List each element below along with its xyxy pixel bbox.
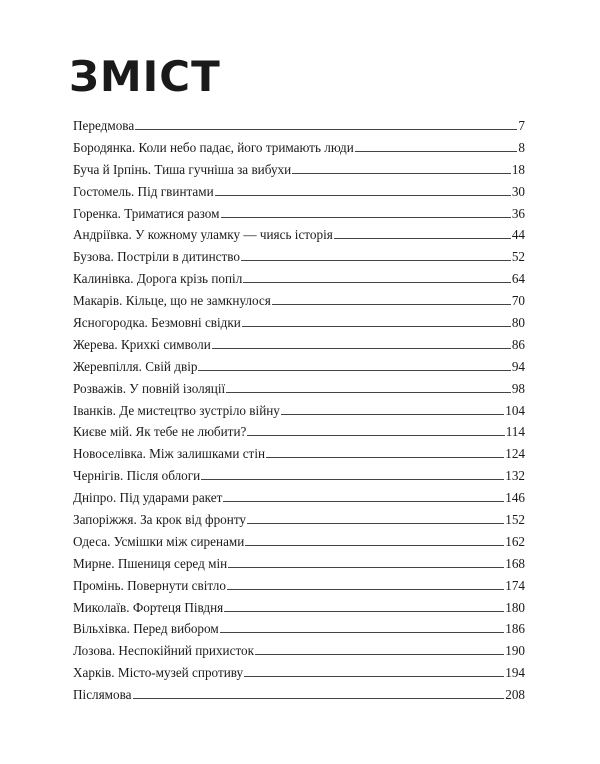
toc-entry-title: Ясногородка. Безмовні свідки — [73, 315, 241, 331]
toc-leader-line — [198, 370, 510, 371]
toc-leader-line — [220, 632, 505, 633]
toc-page-number: 194 — [505, 665, 525, 681]
toc-entry-title: Мирне. Пшениця серед мін — [73, 555, 228, 571]
toc-leader-line — [226, 392, 511, 393]
toc-leader-line — [245, 545, 504, 546]
toc-leader-line — [215, 195, 511, 196]
toc-leader-line — [241, 260, 511, 261]
toc-page-number: 18 — [511, 161, 525, 177]
toc-page-number: 104 — [505, 402, 525, 418]
toc-entry-title: Чернігів. Після облоги — [73, 468, 201, 484]
toc-entry-title: Горенка. Триматися разом — [73, 205, 220, 221]
toc-entry[interactable] — [73, 359, 525, 381]
toc-page-number: 8 — [518, 139, 525, 155]
toc-entry-title: Жеревпілля. Свій двір — [73, 358, 198, 374]
toc-entry[interactable] — [73, 381, 525, 403]
toc-entry[interactable] — [73, 315, 525, 337]
toc-entry[interactable] — [73, 468, 525, 490]
toc-entry[interactable] — [73, 162, 525, 184]
toc-page-number: 80 — [511, 315, 525, 331]
toc-leader-line — [212, 348, 511, 349]
toc-leader-line — [224, 611, 504, 612]
toc-entry-title: Новоселівка. Між залишками стін — [73, 446, 266, 462]
toc-entry-title: Лозова. Неспокійний прихисток — [73, 643, 255, 659]
toc-entry-title: Іванків. Де мистецтво зустріло війну — [73, 402, 280, 418]
toc-entry-title: Одеса. Усмішки між сиренами — [73, 533, 245, 549]
toc-leader-line — [228, 567, 504, 568]
toc-page-number: 132 — [505, 468, 525, 484]
toc-page-number: 98 — [511, 380, 525, 396]
toc-entry[interactable] — [73, 118, 525, 140]
toc-entry[interactable] — [73, 621, 525, 643]
toc-entry-title: Буча й Ірпінь. Тиша гучніша за вибухи — [73, 161, 292, 177]
toc-entry[interactable] — [73, 293, 525, 315]
toc-entry[interactable] — [73, 665, 525, 687]
toc-page-number: 94 — [511, 358, 525, 374]
toc-page-number: 70 — [511, 293, 525, 309]
toc-leader-line — [255, 654, 504, 655]
toc-entry[interactable] — [73, 271, 525, 293]
toc-page-number: 64 — [511, 271, 525, 287]
toc-entry[interactable] — [73, 403, 525, 425]
toc-leader-line — [334, 238, 511, 239]
toc-leader-line — [266, 457, 504, 458]
toc-entry[interactable] — [73, 600, 525, 622]
toc-page-number: 86 — [511, 336, 525, 352]
toc-entry[interactable] — [73, 687, 525, 709]
toc-leader-line — [242, 326, 511, 327]
toc-entry[interactable] — [73, 249, 525, 271]
toc-entry[interactable] — [73, 206, 525, 228]
toc-entry[interactable] — [73, 643, 525, 665]
toc-page-number: 190 — [505, 643, 525, 659]
toc-entry[interactable] — [73, 184, 525, 206]
toc-page-number: 186 — [505, 621, 525, 637]
toc-entry-title: Андріївка. У кожному уламку — чиясь історія — [73, 227, 333, 243]
toc-leader-line — [292, 173, 511, 174]
toc-entry-title: Києве мій. Як тебе не любити? — [73, 424, 247, 440]
toc-entry[interactable] — [73, 578, 525, 600]
toc-page-number: 114 — [505, 424, 525, 440]
toc-leader-line — [272, 304, 511, 305]
toc-leader-line — [247, 523, 504, 524]
toc-page-number: 7 — [518, 118, 525, 133]
toc-entry-title: Макарів. Кільце, що не замкнулося — [73, 293, 271, 309]
toc-leader-line — [247, 435, 504, 436]
toc-entry-title: Вільхівка. Перед вибором — [73, 621, 219, 637]
toc-entry-title: Розважів. У повній ізоляції — [73, 380, 226, 396]
toc-entry-title: Миколаїв. Фортеця Півдня — [73, 599, 224, 615]
toc-leader-line — [201, 479, 504, 480]
toc-entry-title: Харків. Місто-музей спротиву — [73, 665, 244, 681]
toc-page-number: 44 — [511, 227, 525, 243]
toc-entry[interactable] — [73, 424, 525, 446]
toc-entry-title: Дніпро. Під ударами ракет — [73, 490, 223, 506]
toc-page-number: 52 — [511, 249, 525, 265]
toc-page-number: 208 — [505, 687, 525, 703]
toc-entry[interactable] — [73, 140, 525, 162]
page-title: ЗМІСТ — [69, 52, 221, 101]
toc-entry[interactable] — [73, 556, 525, 578]
toc-entry[interactable] — [73, 490, 525, 512]
toc-page-number: 180 — [505, 599, 525, 615]
toc-entry-title: Запоріжжя. За крок від фронту — [73, 512, 247, 528]
toc-entry[interactable] — [73, 512, 525, 534]
toc-entry[interactable] — [73, 446, 525, 468]
toc-leader-line — [244, 676, 504, 677]
toc-page-number: 146 — [505, 490, 525, 506]
toc-entry-title: Післямова — [73, 687, 132, 703]
toc-leader-line — [355, 151, 518, 152]
toc-page-number: 174 — [505, 577, 525, 593]
toc-leader-line — [227, 589, 504, 590]
toc-entry-title: Калинівка. Дорога крізь попіл — [73, 271, 243, 287]
toc-page-number: 168 — [505, 555, 525, 571]
toc-entry[interactable] — [73, 534, 525, 556]
toc-entry[interactable] — [73, 227, 525, 249]
toc-page-number: 36 — [511, 205, 525, 221]
toc-leader-line — [223, 501, 504, 502]
toc-entry-title: Бородянка. Коли небо падає, його тримають люди — [73, 139, 354, 155]
table-of-contents — [73, 118, 525, 709]
toc-page-number: 30 — [511, 183, 525, 199]
toc-page-number: 162 — [505, 533, 525, 549]
toc-entry-title: Жерева. Крихкі символи — [73, 336, 211, 352]
toc-leader-line — [281, 414, 504, 415]
toc-entry-title: Бузова. Постріли в дитинство — [73, 249, 240, 265]
toc-page-number: 152 — [505, 512, 525, 528]
toc-entry-title: Передмова — [73, 118, 135, 133]
toc-page-number: 124 — [505, 446, 525, 462]
toc-entry[interactable] — [73, 337, 525, 359]
toc-leader-line — [243, 282, 511, 283]
toc-leader-line — [221, 217, 511, 218]
toc-entry-title: Гостомель. Під гвинтами — [73, 183, 214, 199]
toc-leader-line — [135, 129, 517, 130]
toc-leader-line — [133, 698, 505, 699]
toc-entry-title: Промінь. Повернути світло — [73, 577, 226, 593]
